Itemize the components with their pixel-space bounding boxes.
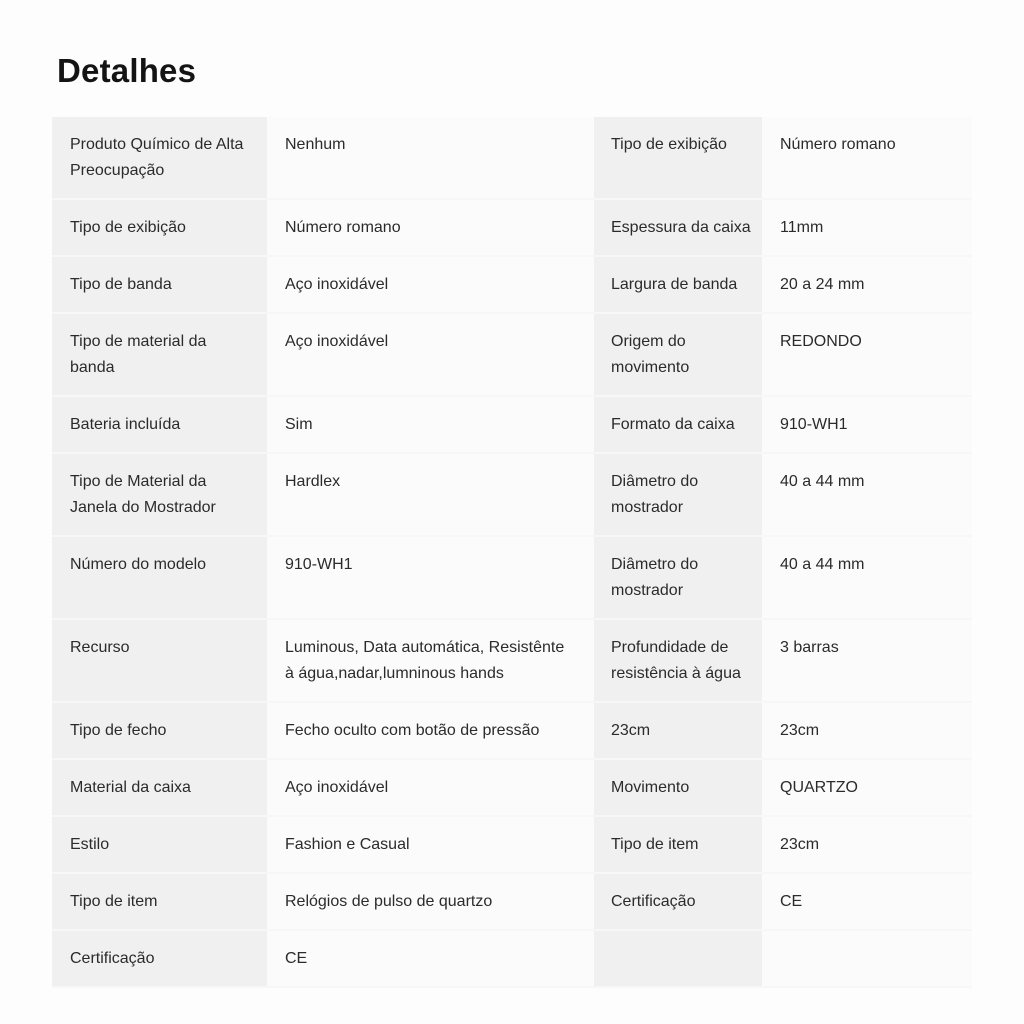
spec-value: Aço inoxidável (267, 257, 594, 314)
spec-label: Espessura da caixa (594, 200, 762, 257)
spec-label: Tipo de material da banda (52, 314, 267, 397)
spec-value: Luminous, Data automática, Resistênte à água,nadar,lumninous hands (267, 620, 594, 703)
spec-label: Formato da caixa (594, 397, 762, 454)
table-row (52, 257, 972, 314)
spec-label: Origem do movimento (594, 314, 762, 397)
spec-value (762, 931, 972, 988)
spec-label: Tipo de exibição (594, 117, 762, 200)
spec-value: Aço inoxidável (267, 760, 594, 817)
table-row (52, 817, 972, 874)
table-row (52, 314, 972, 397)
table-row (52, 760, 972, 817)
spec-label: Recurso (52, 620, 267, 703)
spec-label: Certificação (594, 874, 762, 931)
spec-label: 23cm (594, 703, 762, 760)
spec-value: CE (267, 931, 594, 988)
spec-value: Fecho oculto com botão de pressão (267, 703, 594, 760)
spec-label: Tipo de banda (52, 257, 267, 314)
spec-value: Número romano (267, 200, 594, 257)
spec-value: 23cm (762, 817, 972, 874)
page-title: Detalhes (57, 52, 197, 89)
spec-label: Tipo de Material da Janela do Mostrador (52, 454, 267, 537)
spec-value: 910-WH1 (267, 537, 594, 620)
spec-label: Bateria incluída (52, 397, 267, 454)
spec-label: Material da caixa (52, 760, 267, 817)
spec-label: Movimento (594, 760, 762, 817)
spec-label: Tipo de exibição (52, 200, 267, 257)
spec-label: Profundidade de resistência à água (594, 620, 762, 703)
spec-value: 910-WH1 (762, 397, 972, 454)
spec-label: Tipo de fecho (52, 703, 267, 760)
spec-value: Nenhum (267, 117, 594, 200)
spec-label: Tipo de item (594, 817, 762, 874)
spec-label: Número do modelo (52, 537, 267, 620)
spec-value: Fashion e Casual (267, 817, 594, 874)
spec-label: Largura de banda (594, 257, 762, 314)
spec-value: REDONDO (762, 314, 972, 397)
spec-value: 11mm (762, 200, 972, 257)
spec-value: Hardlex (267, 454, 594, 537)
table-row (52, 620, 972, 703)
table-row (52, 931, 972, 988)
spec-label: Diâmetro do mostrador (594, 537, 762, 620)
table-row (52, 397, 972, 454)
spec-value: 40 a 44 mm (762, 454, 972, 537)
table-row (52, 537, 972, 620)
spec-value: 40 a 44 mm (762, 537, 972, 620)
spec-value: Número romano (762, 117, 972, 200)
spec-label (594, 931, 762, 988)
spec-label: Diâmetro do mostrador (594, 454, 762, 537)
spec-value: 20 a 24 mm (762, 257, 972, 314)
table-row (52, 454, 972, 537)
spec-value: 23cm (762, 703, 972, 760)
spec-value: QUARTZO (762, 760, 972, 817)
spec-label: Tipo de item (52, 874, 267, 931)
spec-value: Aço inoxidável (267, 314, 594, 397)
spec-value: Sim (267, 397, 594, 454)
spec-label: Produto Químico de Alta Preocupação (52, 117, 267, 200)
spec-label: Certificação (52, 931, 267, 988)
table-row (52, 117, 972, 200)
spec-label: Estilo (52, 817, 267, 874)
table-row (52, 874, 972, 931)
spec-value: 3 barras (762, 620, 972, 703)
spec-value: CE (762, 874, 972, 931)
table-row (52, 200, 972, 257)
spec-table (52, 117, 972, 988)
table-row (52, 703, 972, 760)
spec-value: Relógios de pulso de quartzo (267, 874, 594, 931)
